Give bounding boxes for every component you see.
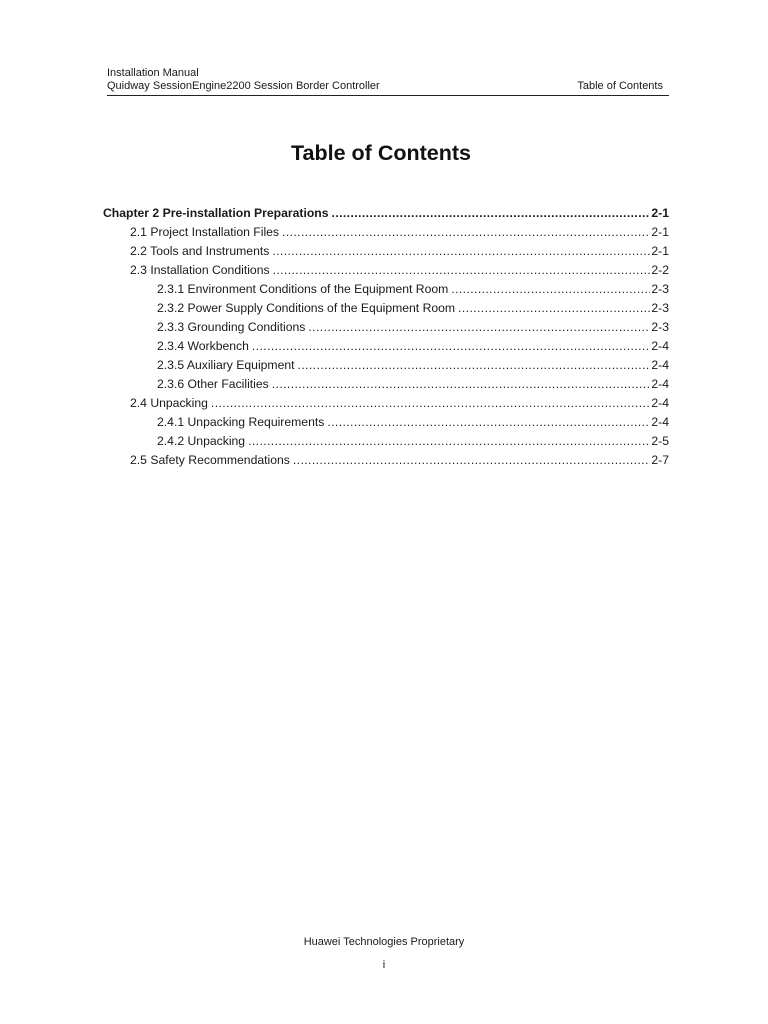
toc-entry-label: 2.3 Installation Conditions — [130, 263, 270, 277]
toc-entry-page: 2-2 — [651, 263, 669, 277]
toc-entry[interactable] — [103, 394, 669, 413]
toc-entry-page: 2-1 — [651, 225, 669, 239]
toc-entry[interactable] — [103, 204, 669, 223]
toc-entry-label: Chapter 2 Pre-installation Preparations — [103, 206, 329, 220]
toc-entry-label: 2.1 Project Installation Files — [130, 225, 280, 239]
toc-dot-leader — [273, 261, 651, 280]
footer-proprietary: Huawei Technologies Proprietary — [303, 936, 465, 948]
toc-entry-label: 2.3.3 Grounding Conditions — [157, 320, 306, 334]
toc-dot-leader — [332, 204, 651, 223]
toc-dot-leader — [252, 337, 650, 356]
toc-dot-leader — [308, 318, 650, 337]
toc-dot-leader — [272, 375, 651, 394]
toc-entry-page: 2-4 — [651, 415, 669, 429]
header-section: Table of Contents — [577, 79, 663, 92]
toc-entry[interactable] — [103, 337, 669, 356]
toc-entry-label: 2.3.5 Auxiliary Equipment — [157, 358, 295, 372]
toc-entry-label: 2.5 Safety Recommendations — [130, 453, 290, 467]
toc-dot-leader — [211, 394, 650, 413]
toc-entry-label: 2.3.4 Workbench — [157, 339, 249, 353]
toc-entry-label: 2.4.2 Unpacking — [157, 434, 246, 448]
toc-entry[interactable] — [103, 261, 669, 280]
toc-entry[interactable] — [103, 299, 669, 318]
toc-entry-page: 2-5 — [651, 434, 669, 448]
toc-entry[interactable] — [103, 451, 669, 470]
toc-entry-page: 2-3 — [651, 320, 669, 334]
toc-dot-leader — [282, 223, 650, 242]
toc-entry-page: 2-3 — [651, 301, 669, 315]
toc-entry[interactable] — [103, 413, 669, 432]
header-left — [107, 67, 380, 92]
header-product: Quidway SessionEngine2200 Session Border Controller — [107, 79, 380, 92]
toc-entry-label: 2.4 Unpacking — [130, 396, 208, 410]
toc-entry-page: 2-1 — [651, 206, 669, 220]
toc-entry-page: 2-4 — [651, 358, 669, 372]
toc-entry-page: 2-1 — [651, 244, 669, 258]
toc-entry-label: 2.2 Tools and Instruments — [130, 244, 270, 258]
toc-entry-page: 2-4 — [651, 377, 669, 391]
toc-entry[interactable] — [103, 356, 669, 375]
page-header — [107, 67, 669, 96]
toc-entry-label: 2.3.6 Other Facilities — [157, 377, 269, 391]
header-doc-type: Installation Manual — [107, 67, 199, 79]
toc-entry-label: 2.4.1 Unpacking Requirements — [157, 415, 325, 429]
toc-entry[interactable] — [103, 318, 669, 337]
toc-dot-leader — [327, 413, 650, 432]
toc-entry[interactable] — [103, 432, 669, 451]
toc-dot-leader — [293, 451, 650, 470]
toc-entry-label: 2.3.1 Environment Conditions of the Equipment Room — [157, 282, 449, 296]
page-title: Table of Contents — [291, 141, 471, 165]
toc-dot-leader — [248, 432, 650, 451]
toc-entry-page: 2-4 — [651, 339, 669, 353]
toc-entry[interactable] — [103, 223, 669, 242]
toc-entry-page: 2-3 — [651, 282, 669, 296]
footer-page-number: i — [382, 959, 386, 971]
toc-entry-page: 2-4 — [651, 396, 669, 410]
toc-dot-leader — [451, 280, 650, 299]
toc-entry[interactable] — [103, 280, 669, 299]
toc-entry-label: 2.3.2 Power Supply Conditions of the Equipment Room — [157, 301, 456, 315]
toc-entry[interactable] — [103, 242, 669, 261]
toc-dot-leader — [458, 299, 650, 318]
toc-dot-leader — [272, 242, 650, 261]
toc-entry-page: 2-7 — [651, 453, 669, 467]
toc-list — [103, 204, 669, 470]
toc-dot-leader — [298, 356, 651, 375]
toc-entry[interactable] — [103, 375, 669, 394]
